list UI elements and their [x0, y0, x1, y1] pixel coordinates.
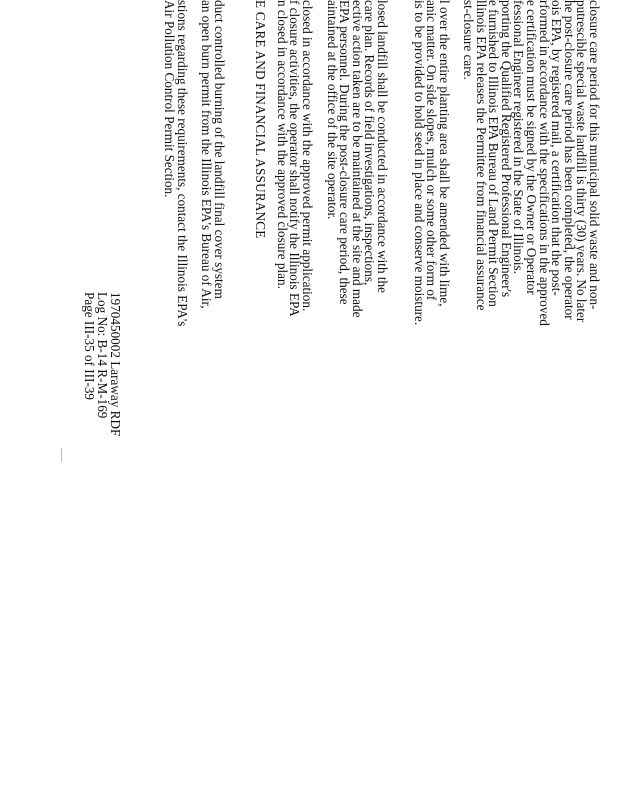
- document-header: [83, 292, 122, 436]
- paragraph-line: is to be provided to hold seed in place and conserve moisture.: [411, 0, 427, 326]
- paragraph-line: putrescible special waste landfill is thirty (30) years. No later: [574, 0, 590, 323]
- paragraph-line: anic matter. On side slopes, mulch or some other form of: [424, 0, 440, 301]
- paragraph-closure: [275, 0, 313, 317]
- paragraph-line: stions regarding these requirements, contact the Illinois EPA's: [175, 0, 190, 327]
- paragraph-closed-landfill: [325, 0, 388, 317]
- paragraph-line: losed landfill shall be conducted in accordance with the: [375, 0, 390, 293]
- paragraph-line: Air Pollution Control Permit Section.: [162, 0, 178, 198]
- paragraph-line: l over the entire planting area shall be amended with lime,: [437, 0, 452, 307]
- paragraph-planting-area: [412, 0, 450, 325]
- paragraph-line: ois EPA, by registered mail, a certification that the post-: [549, 0, 565, 296]
- paragraph-line: rformed in accordance with the specifications in the approved: [536, 0, 552, 326]
- header-page-number: Page III-35 of III-39: [82, 292, 97, 401]
- header-log-number: Log No: B-14 R-M-169: [95, 292, 110, 419]
- paragraph-line: fessional Engineer registered in the State of Illinois.: [511, 0, 527, 274]
- paragraph-permit-questions: [163, 0, 188, 326]
- paragraph-line: n closed in accordance with the approved closure plan.: [274, 0, 290, 289]
- paragraph-line: ective action taken are to be maintained at the site and made: [349, 0, 365, 318]
- paragraph-line: closed in accordance with the approved permit application.: [300, 0, 315, 312]
- paragraph-line: f closure activities, the operator shall notify the Illinois EPA: [287, 0, 303, 317]
- section-heading: E CARE AND FINANCIAL ASSURANCE: [253, 0, 268, 239]
- paragraph-line: aintained at the office of the site operator.: [324, 0, 340, 220]
- scan-mark: [61, 448, 62, 462]
- paragraph-line: porting the Qualified Registered Professional Engineer's: [498, 0, 514, 298]
- header-id-line: 1970450002 Laraway RDF: [108, 292, 123, 437]
- paragraph-line: closure care period for this municipal solid waste and non-: [587, 0, 602, 310]
- paragraph-line: care plan. Records of field investigations, inspections,: [362, 0, 378, 286]
- paragraph-line: duct controlled burning of the landfill final cover system: [212, 0, 227, 299]
- paragraph-controlled-burning: [200, 0, 225, 309]
- paragraph-line: e furnished to Illinois EPA Bureau of Land Permit Section: [486, 0, 502, 307]
- paragraph-line: e certification must be signed by the Owner or Operator: [524, 0, 540, 295]
- paragraph-line: llinois EPA releases the Permittee from financial assurance: [473, 0, 489, 311]
- paragraph-line: an open burn permit from the Illinois EPA's Bureau of Air,: [199, 0, 215, 309]
- paragraph-line: he post-closure care period has been completed, the operator: [561, 0, 577, 320]
- paragraph-post-closure-care: [461, 0, 600, 326]
- paragraph-line: st-closure care.: [461, 0, 477, 80]
- paragraph-line: EPA personnel. During the post-closure care period, these: [337, 0, 353, 305]
